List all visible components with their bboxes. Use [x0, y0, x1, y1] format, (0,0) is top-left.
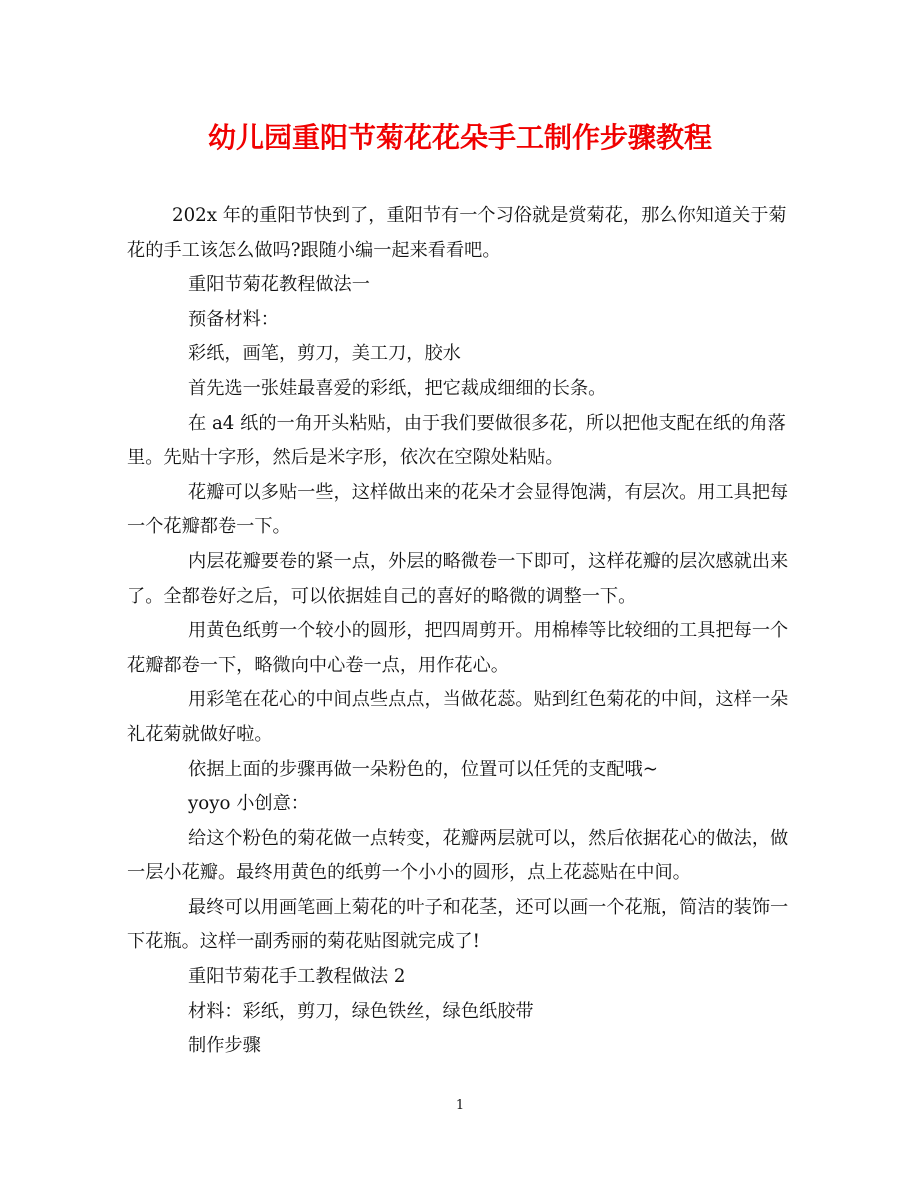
- paragraph-line: 礼花菊就做好啦。: [127, 723, 273, 745]
- paragraph-line: 花瓣可以多贴一些，这样做出来的花朵才会显得饱满，有层次。用工具把每: [188, 481, 789, 503]
- paragraph: [127, 337, 807, 372]
- paragraph: [127, 303, 807, 338]
- paragraph-line: 用彩笔在花心的中间点些点点，当做花蕊。贴到红色菊花的中间，这样一朵: [188, 689, 789, 711]
- paragraph-line: 制作步骤: [188, 1035, 261, 1057]
- paragraph-line: 首先选一张娃最喜爱的彩纸，把它裁成细细的长条。: [188, 377, 607, 399]
- paragraph-line: 在 a4 纸的一角开头粘贴，由于我们要做很多花，所以把他支配在纸的角落: [188, 412, 786, 434]
- paragraph: [127, 614, 807, 683]
- paragraph-line: 一层小花瓣。最终用黄色的纸剪一个小小的圆形，点上花蕊贴在中间。: [127, 862, 691, 884]
- paragraph-line: 202x 年的重阳节快到了，重阳节有一个习俗就是赏菊花，那么你知道关于菊: [172, 205, 787, 226]
- paragraph-line: 里。先贴十字形，然后是米字形，依次在空隙处粘贴。: [127, 447, 564, 469]
- paragraph: [127, 683, 807, 752]
- paragraph-line: 给这个粉色的菊花做一点转变，花瓣两层就可以，然后依据花心的做法，做: [188, 827, 789, 849]
- paragraph: [127, 995, 807, 1030]
- paragraph-line: 最终可以用画笔画上菊花的叶子和花茎，还可以画一个花瓶，简洁的装饰一: [188, 896, 789, 918]
- paragraph: [127, 407, 807, 476]
- paragraph-line: 重阳节菊花教程做法一: [188, 274, 370, 296]
- paragraph-line: yoyo 小创意：: [188, 793, 309, 815]
- paragraph-line: 依据上面的步骤再做一朵粉色的，位置可以任凭的支配哦~: [188, 758, 658, 780]
- paragraph-line: 材料：彩纸，剪刀，绿色铁丝，绿色纸胶带: [188, 1000, 534, 1022]
- paragraph: [127, 1029, 807, 1064]
- paragraph: [127, 891, 807, 960]
- paragraph-line: 预备材料：: [188, 308, 279, 330]
- document-body: [127, 199, 807, 1064]
- paragraph: [127, 787, 807, 822]
- paragraph-line: 重阳节菊花手工教程做法 2: [188, 966, 406, 988]
- paragraph-line: 内层花瓣要卷的紧一点，外层的略微卷一下即可，这样花瓣的层次感就出来: [188, 550, 789, 572]
- paragraph: [127, 960, 807, 995]
- paragraph-line: 花瓣都卷一下，略微向中心卷一点，用作花心。: [127, 654, 509, 676]
- paragraph: [127, 372, 807, 407]
- paragraph: [127, 199, 807, 268]
- paragraph: [127, 268, 807, 303]
- page-number: 1: [455, 1098, 465, 1113]
- paragraph-line: 了。全都卷好之后，可以依据娃自己的喜好的略微的调整一下。: [127, 585, 637, 607]
- document-title: 幼儿园重阳节菊花花朵手工制作步骤教程: [207, 121, 712, 154]
- paragraph: [127, 753, 807, 788]
- paragraph-line: 彩纸，画笔，剪刀，美工刀，胶水: [188, 343, 461, 365]
- paragraph-line: 花的手工该怎么做吗?跟随小编一起来看看吧。: [127, 239, 501, 261]
- paragraph-line: 一个花瓣都卷一下。: [127, 516, 291, 538]
- paragraph: [127, 545, 807, 614]
- paragraph-line: 下花瓶。这样一副秀丽的菊花贴图就完成了!: [127, 931, 480, 953]
- paragraph: [127, 476, 807, 545]
- paragraph-line: 用黄色纸剪一个较小的圆形，把四周剪开。用棉棒等比较细的工具把每一个: [188, 620, 789, 642]
- paragraph: [127, 822, 807, 891]
